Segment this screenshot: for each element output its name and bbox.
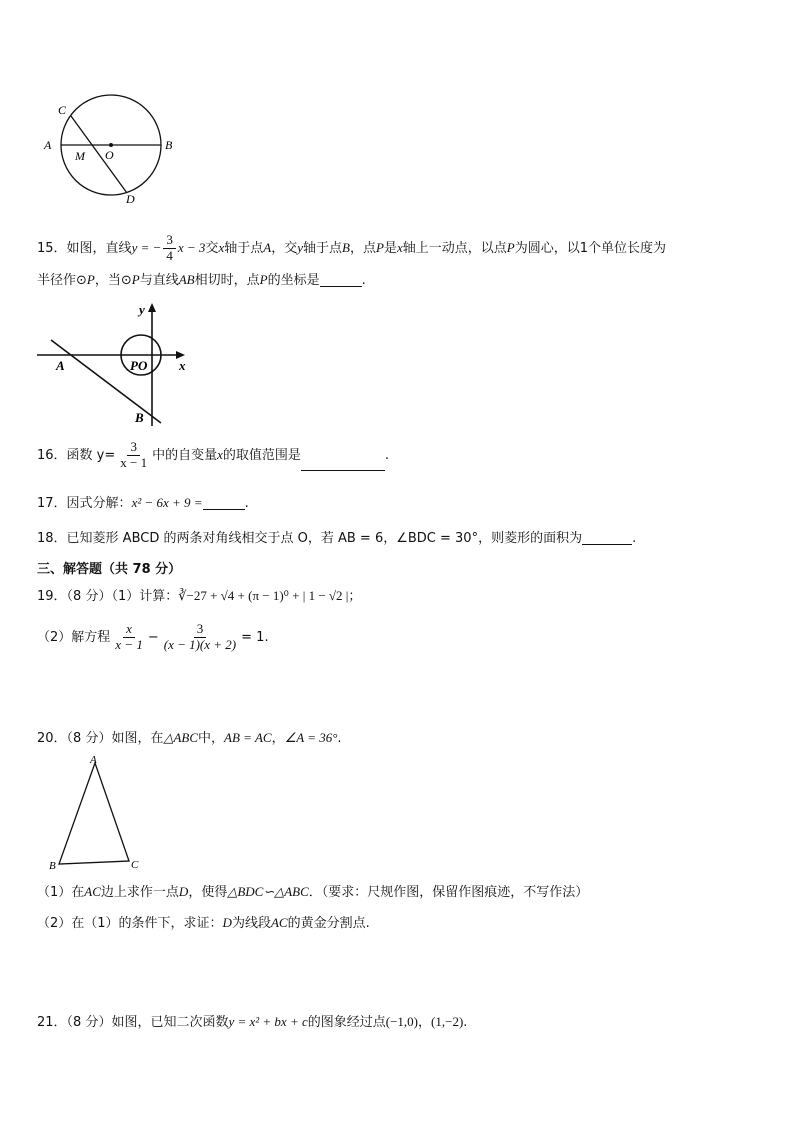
answer-blank[interactable] (582, 543, 632, 545)
period: . (384, 447, 390, 463)
circle-figure (40, 92, 190, 207)
var-y: y (297, 239, 303, 255)
operator: − (147, 629, 159, 645)
period: . (337, 731, 342, 746)
text: 边上求作一点 (100, 885, 179, 900)
text: ， (271, 731, 285, 746)
question-number: 15． (37, 240, 67, 256)
fraction (112, 622, 146, 653)
line-ab: AB (178, 272, 195, 287)
fraction-numerator: 3 (163, 233, 176, 249)
question-20 (37, 731, 342, 745)
label-m: M (75, 149, 85, 163)
label-c: C (58, 103, 67, 117)
fraction-numerator: x (123, 622, 135, 638)
equation: ∠A = 36° (284, 730, 338, 745)
label-po: PO (130, 358, 148, 373)
point-d: D (178, 884, 189, 899)
line-ab (51, 340, 161, 423)
label-x: x (179, 358, 186, 373)
text: 轴上一动点，以点 (402, 240, 507, 256)
period: . (244, 496, 249, 511)
y-axis-arrow (148, 303, 156, 312)
point-p: P (375, 239, 384, 255)
text: ，交 (271, 240, 298, 256)
fraction-denominator: 4 (166, 247, 173, 263)
expression: ∛−27 + √4 + (π − 1)⁰ + | 1 − √2 | (178, 588, 349, 603)
text: （2）解方程 (37, 629, 111, 645)
fraction (161, 622, 239, 653)
var-x: x (218, 239, 225, 255)
text: ， (418, 1015, 432, 1030)
point-p: P (259, 272, 268, 287)
triangle-figure (45, 755, 145, 873)
text: 相切时，点 (194, 273, 260, 288)
section-title: 三、解答题（共 78 分） (37, 562, 182, 577)
var-x: x (217, 446, 223, 462)
equation: AB = AC (224, 730, 272, 745)
question-19-part1 (37, 589, 361, 603)
equation-rhs: = 1 (241, 629, 265, 645)
number: 1 (579, 240, 588, 256)
text: 半径作⊙ (37, 273, 87, 288)
question-number: 17． (37, 496, 67, 511)
label-c: C (131, 859, 139, 871)
equation-lhs: y = − (131, 239, 162, 255)
text: 19．（8 分）（1）计算： (37, 589, 179, 604)
label-a: A (44, 138, 52, 152)
center-dot (109, 143, 113, 147)
expression: x² − 6x + 9 = (131, 495, 203, 510)
fraction (163, 233, 176, 264)
text: 因式分解： (66, 496, 132, 511)
text: 的坐标是 (267, 273, 320, 288)
fraction-denominator: x − 1 (120, 454, 148, 470)
question-17 (37, 496, 249, 510)
segment-ac: AC (270, 915, 288, 930)
question-16 (37, 440, 389, 471)
point-d: D (222, 915, 232, 930)
period: . (463, 1015, 468, 1030)
segment-ac: AC (84, 884, 101, 899)
text: 为线段 (231, 916, 271, 931)
tangent-figure (35, 298, 195, 428)
period: . (361, 273, 366, 288)
label-a: A (90, 755, 97, 766)
text: 的黄金分割点. (287, 916, 370, 931)
point-p: P (131, 272, 140, 287)
point-p: P (506, 239, 515, 255)
fraction (117, 440, 150, 471)
text: ，使得 (188, 885, 228, 900)
fraction-denominator: x − 1 (115, 636, 143, 652)
point-a: A (263, 239, 272, 255)
question-20-part1 (37, 885, 588, 899)
text: 21．（8 分）如图，已知二次函数 (37, 1015, 229, 1030)
text: 为圆心，以 (514, 240, 580, 256)
similarity: △BDC∽△ABC (227, 884, 309, 899)
text: 20．（8 分）如图，在 (37, 731, 164, 746)
text: 函数 y= (66, 447, 116, 463)
question-number: 18． (37, 531, 67, 546)
text: 个单位长度为 (588, 240, 667, 256)
text: 的取值范围是 (222, 447, 301, 463)
label-o: O (105, 148, 114, 162)
question-20-part2 (37, 916, 370, 930)
answer-blank[interactable] (301, 469, 385, 471)
question-15-line1 (37, 233, 666, 264)
text: 中， (198, 731, 225, 746)
text: 交 (205, 240, 219, 256)
text: 是 (383, 240, 397, 256)
question-18 (37, 532, 636, 545)
label-a: A (56, 358, 65, 373)
point: (1,−2) (431, 1014, 464, 1029)
answer-blank[interactable] (320, 285, 362, 287)
answer-blank[interactable] (203, 508, 245, 510)
question-21 (37, 1015, 467, 1029)
text: 如图，直线 (66, 240, 132, 256)
label-d: D (126, 192, 135, 206)
triangle-abc: △ABC (163, 730, 199, 745)
point-p: P (86, 272, 95, 287)
period: . (264, 629, 269, 645)
point-b: B (342, 239, 350, 255)
text: ，点 (349, 240, 376, 256)
point: (−1,0) (385, 1014, 419, 1029)
fraction-numerator: 3 (127, 440, 140, 456)
text: 轴于点 (303, 240, 343, 256)
period: . (632, 531, 637, 546)
text: ，当⊙ (94, 273, 132, 288)
equation-rhs: x − 3 (177, 239, 206, 255)
text: 与直线 (139, 273, 179, 288)
equation: y = x² + bx + c (228, 1014, 308, 1029)
text: ； (348, 589, 362, 604)
fraction-numerator: 3 (194, 622, 207, 638)
text: 已知菱形 ABCD 的两条对角线相交于点 O，若 AB = 6，∠BDC = 30°，则菱形的面积为 (66, 531, 583, 546)
question-number: 16． (37, 447, 67, 463)
question-15-line2 (37, 273, 366, 287)
label-b: B (49, 860, 56, 872)
text: ．（要求：尺规作图，保留作图痕迹，不写作法） (308, 885, 589, 900)
label-b: B (135, 410, 144, 425)
question-19-part2 (37, 622, 269, 653)
fraction-denominator: (x − 1)(x + 2) (163, 636, 237, 652)
text: 轴于点 (224, 240, 264, 256)
var-x: x (396, 239, 403, 255)
text: 的图象经过点 (307, 1015, 386, 1030)
label-y: y (139, 302, 145, 317)
text: （1）在 (37, 885, 85, 900)
text: （2）在（1）的条件下，求证： (37, 916, 223, 931)
text: 中的自变量 (152, 447, 218, 463)
triangle-abc (59, 763, 129, 864)
label-b: B (165, 138, 173, 152)
